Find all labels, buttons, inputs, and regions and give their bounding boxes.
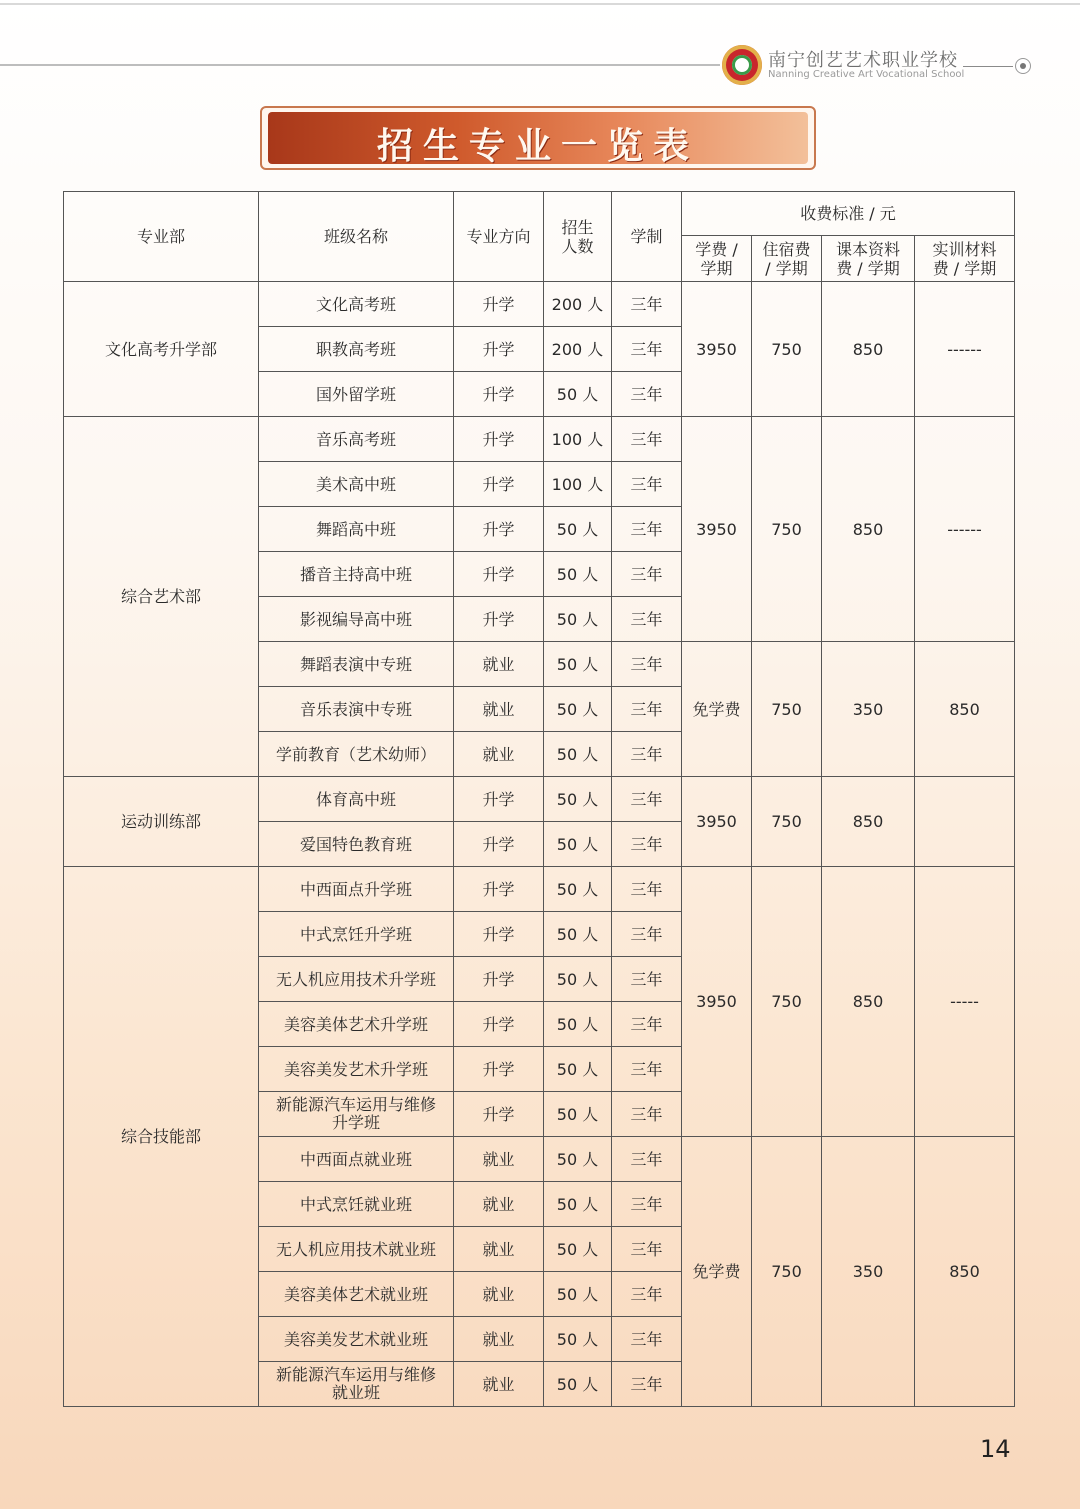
dorm-fee-cell: 750 xyxy=(752,867,822,1137)
class-name-cell: 国外留学班 xyxy=(259,372,454,417)
books-fee-cell: 350 xyxy=(822,1137,915,1407)
class-name-cell: 中西面点升学班 xyxy=(259,867,454,912)
duration-cell: 三年 xyxy=(612,372,682,417)
materials-fee-cell: ----- xyxy=(915,867,1015,1137)
duration-cell: 三年 xyxy=(612,687,682,732)
materials-fee-cell: ------ xyxy=(915,417,1015,642)
class-name-cell: 美容美体艺术升学班 xyxy=(259,1002,454,1047)
enrollment-cell: 200 人 xyxy=(544,282,612,327)
enrollment-cell: 50 人 xyxy=(544,1002,612,1047)
school-name: 南宁创艺艺术职业学校 xyxy=(768,50,958,71)
materials-fee-cell: 850 xyxy=(915,1137,1015,1407)
header-enrollment xyxy=(544,192,612,282)
direction-cell: 升学 xyxy=(454,597,544,642)
tuition-cell: 免学费 xyxy=(682,1137,752,1407)
class-name-cell: 新能源汽车运用与维修就业班 xyxy=(259,1362,454,1407)
department-name: 综合艺术部 xyxy=(64,417,259,777)
duration-cell: 三年 xyxy=(612,777,682,822)
books-fee-cell: 850 xyxy=(822,867,915,1137)
books-fee-cell: 350 xyxy=(822,642,915,777)
duration-cell: 三年 xyxy=(612,822,682,867)
header-dorm xyxy=(752,236,822,282)
table-row xyxy=(64,777,1015,822)
direction-cell: 升学 xyxy=(454,462,544,507)
enrollment-cell: 50 人 xyxy=(544,822,612,867)
enrollment-cell: 50 人 xyxy=(544,777,612,822)
direction-cell: 升学 xyxy=(454,417,544,462)
direction-cell: 就业 xyxy=(454,1362,544,1407)
header-tuition xyxy=(682,236,752,282)
books-fee-cell: 850 xyxy=(822,777,915,867)
header-direction: 专业方向 xyxy=(454,192,544,282)
duration-cell: 三年 xyxy=(612,417,682,462)
direction-cell: 就业 xyxy=(454,1227,544,1272)
direction-cell: 就业 xyxy=(454,1182,544,1227)
books-fee-cell: 850 xyxy=(822,417,915,642)
dorm-fee-cell: 750 xyxy=(752,642,822,777)
enrollment-cell: 50 人 xyxy=(544,1362,612,1407)
page-number: 14 xyxy=(980,1435,1011,1463)
enrollment-cell: 50 人 xyxy=(544,1137,612,1182)
duration-cell: 三年 xyxy=(612,1092,682,1137)
direction-cell: 升学 xyxy=(454,867,544,912)
enrollment-cell: 50 人 xyxy=(544,507,612,552)
direction-cell: 升学 xyxy=(454,822,544,867)
dorm-fee-cell: 750 xyxy=(752,777,822,867)
page-title: 招生专业一览表 xyxy=(376,125,699,167)
enrollment-cell: 100 人 xyxy=(544,417,612,462)
duration-cell: 三年 xyxy=(612,732,682,777)
duration-cell: 三年 xyxy=(612,867,682,912)
dorm-fee-cell: 750 xyxy=(752,1137,822,1407)
enrollment-cell: 50 人 xyxy=(544,1272,612,1317)
duration-cell: 三年 xyxy=(612,1362,682,1407)
class-name-cell: 舞蹈高中班 xyxy=(259,507,454,552)
dorm-fee-cell: 750 xyxy=(752,417,822,642)
header-fee-group: 收费标准 / 元 xyxy=(682,192,1015,236)
enrollment-cell: 50 人 xyxy=(544,1047,612,1092)
enrollment-cell: 50 人 xyxy=(544,552,612,597)
class-name-cell: 音乐表演中专班 xyxy=(259,687,454,732)
enrollment-cell: 50 人 xyxy=(544,867,612,912)
duration-cell: 三年 xyxy=(612,912,682,957)
tuition-cell: 免学费 xyxy=(682,642,752,777)
class-name-cell: 新能源汽车运用与维修升学班 xyxy=(259,1092,454,1137)
class-name-cell: 中西面点就业班 xyxy=(259,1137,454,1182)
direction-cell: 升学 xyxy=(454,552,544,597)
header-enrollment-label: 招生人数 xyxy=(561,217,594,256)
tuition-cell: 3950 xyxy=(682,417,752,642)
materials-fee-cell: ------ xyxy=(915,282,1015,417)
class-name-cell: 爱国特色教育班 xyxy=(259,822,454,867)
duration-cell: 三年 xyxy=(612,462,682,507)
table-row xyxy=(64,417,1015,462)
direction-cell: 升学 xyxy=(454,777,544,822)
materials-fee-cell xyxy=(915,777,1015,867)
direction-cell: 就业 xyxy=(454,687,544,732)
school-logo-icon xyxy=(722,45,762,85)
duration-cell: 三年 xyxy=(612,957,682,1002)
direction-cell: 升学 xyxy=(454,282,544,327)
direction-cell: 就业 xyxy=(454,1272,544,1317)
direction-cell: 就业 xyxy=(454,732,544,777)
class-name-cell: 舞蹈表演中专班 xyxy=(259,642,454,687)
header-dot-icon xyxy=(1015,58,1031,74)
department-name: 文化高考升学部 xyxy=(64,282,259,417)
class-name-cell: 美容美发艺术升学班 xyxy=(259,1047,454,1092)
header-duration: 学制 xyxy=(612,192,682,282)
class-name-cell: 中式烹饪升学班 xyxy=(259,912,454,957)
duration-cell: 三年 xyxy=(612,507,682,552)
table-row xyxy=(64,282,1015,327)
duration-cell: 三年 xyxy=(612,327,682,372)
direction-cell: 升学 xyxy=(454,507,544,552)
enrollment-cell: 50 人 xyxy=(544,642,612,687)
header-dorm-label: 住宿费 / 学期 xyxy=(762,239,811,278)
class-name-cell: 播音主持高中班 xyxy=(259,552,454,597)
class-name-cell: 无人机应用技术升学班 xyxy=(259,957,454,1002)
dorm-fee-cell: 750 xyxy=(752,282,822,417)
enrollment-cell: 50 人 xyxy=(544,597,612,642)
direction-cell: 升学 xyxy=(454,372,544,417)
class-name-cell: 学前教育（艺术幼师） xyxy=(259,732,454,777)
class-name-cell: 体育高中班 xyxy=(259,777,454,822)
department-name: 综合技能部 xyxy=(64,867,259,1407)
tuition-cell: 3950 xyxy=(682,282,752,417)
duration-cell: 三年 xyxy=(612,1272,682,1317)
materials-fee-cell: 850 xyxy=(915,642,1015,777)
header-rule xyxy=(0,64,720,66)
class-name-cell: 文化高考班 xyxy=(259,282,454,327)
direction-cell: 就业 xyxy=(454,1137,544,1182)
direction-cell: 升学 xyxy=(454,1002,544,1047)
enrollment-cell: 50 人 xyxy=(544,732,612,777)
majors-table xyxy=(63,191,1015,1407)
header-materials xyxy=(915,236,1015,282)
class-name-cell: 美容美发艺术就业班 xyxy=(259,1317,454,1362)
duration-cell: 三年 xyxy=(612,1047,682,1092)
duration-cell: 三年 xyxy=(612,1317,682,1362)
direction-cell: 就业 xyxy=(454,642,544,687)
duration-cell: 三年 xyxy=(612,1002,682,1047)
enrollment-cell: 50 人 xyxy=(544,1227,612,1272)
class-name-cell: 音乐高考班 xyxy=(259,417,454,462)
table-row xyxy=(64,867,1015,912)
class-name-cell: 美容美体艺术就业班 xyxy=(259,1272,454,1317)
school-name-english: Nanning Creative Art Vocational School xyxy=(768,69,965,80)
duration-cell: 三年 xyxy=(612,1227,682,1272)
class-name-cell: 影视编导高中班 xyxy=(259,597,454,642)
direction-cell: 升学 xyxy=(454,912,544,957)
department-name: 运动训练部 xyxy=(64,777,259,867)
class-name-cell: 美术高中班 xyxy=(259,462,454,507)
enrollment-cell: 50 人 xyxy=(544,1092,612,1137)
enrollment-cell: 50 人 xyxy=(544,957,612,1002)
class-name-cell: 无人机应用技术就业班 xyxy=(259,1227,454,1272)
direction-cell: 就业 xyxy=(454,1317,544,1362)
enrollment-cell: 50 人 xyxy=(544,1317,612,1362)
direction-cell: 升学 xyxy=(454,957,544,1002)
duration-cell: 三年 xyxy=(612,1182,682,1227)
direction-cell: 升学 xyxy=(454,1047,544,1092)
header-materials-label: 实训材料费 / 学期 xyxy=(932,239,997,278)
header-rule-right xyxy=(963,66,1013,67)
books-fee-cell: 850 xyxy=(822,282,915,417)
tuition-cell: 3950 xyxy=(682,777,752,867)
duration-cell: 三年 xyxy=(612,597,682,642)
top-border-line xyxy=(0,3,1080,5)
header-class-name: 班级名称 xyxy=(259,192,454,282)
tuition-cell: 3950 xyxy=(682,867,752,1137)
enrollment-cell: 50 人 xyxy=(544,912,612,957)
direction-cell: 升学 xyxy=(454,327,544,372)
duration-cell: 三年 xyxy=(612,282,682,327)
enrollment-cell: 200 人 xyxy=(544,327,612,372)
direction-cell: 升学 xyxy=(454,1092,544,1137)
header-books-label: 课本资料费 / 学期 xyxy=(835,239,900,278)
class-name-cell: 中式烹饪就业班 xyxy=(259,1182,454,1227)
enrollment-cell: 50 人 xyxy=(544,372,612,417)
class-name-cell: 职教高考班 xyxy=(259,327,454,372)
table-body xyxy=(64,282,1015,1407)
enrollment-cell: 50 人 xyxy=(544,1182,612,1227)
enrollment-cell: 100 人 xyxy=(544,462,612,507)
enrollment-cell: 50 人 xyxy=(544,687,612,732)
header-tuition-label: 学费 / 学期 xyxy=(695,239,738,278)
header-department: 专业部 xyxy=(64,192,259,282)
duration-cell: 三年 xyxy=(612,1137,682,1182)
duration-cell: 三年 xyxy=(612,552,682,597)
duration-cell: 三年 xyxy=(612,642,682,687)
header-books xyxy=(822,236,915,282)
title-banner xyxy=(260,106,816,170)
